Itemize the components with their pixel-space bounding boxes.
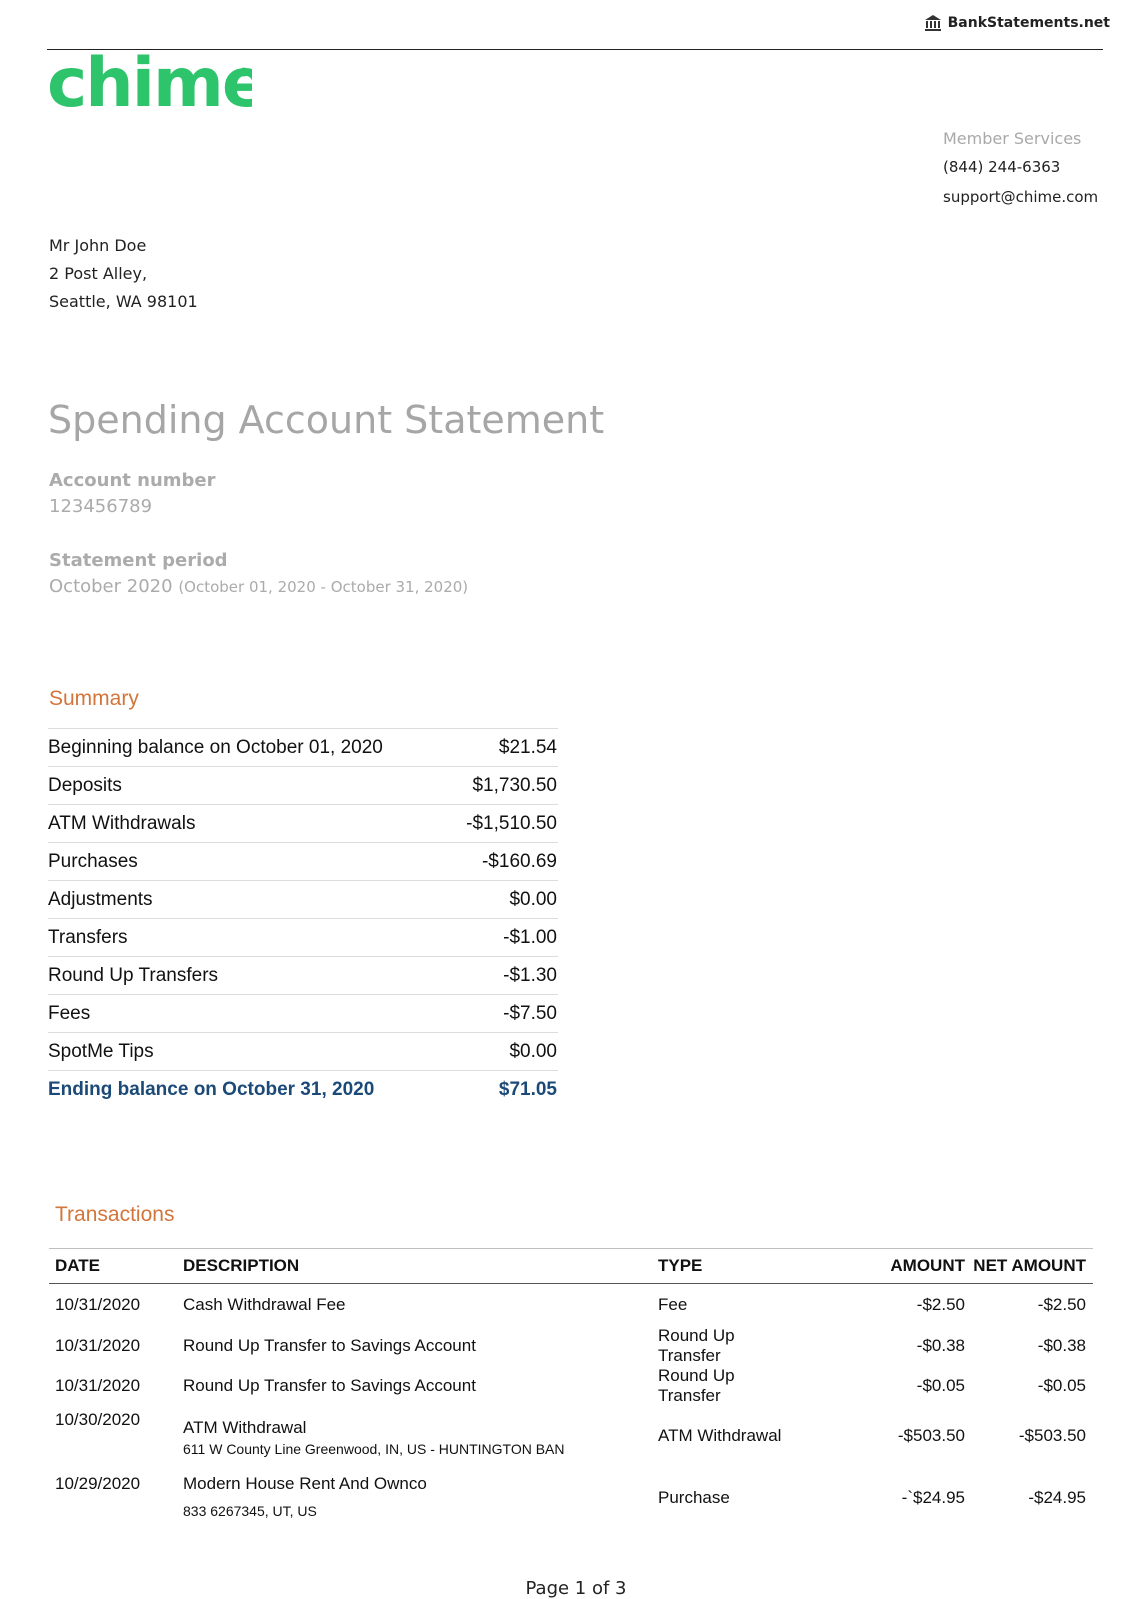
member-services-phone: (844) 244-6363: [943, 158, 1061, 176]
summary-label: Purchases: [48, 850, 138, 872]
col-amount: AMOUNT: [890, 1256, 965, 1275]
summary-row: [48, 1032, 558, 1070]
statement-period-label: Statement period: [49, 550, 228, 571]
summary-row: [48, 804, 558, 842]
tx-date: 10/31/2020: [55, 1336, 141, 1355]
col-description: DESCRIPTION: [183, 1256, 300, 1275]
watermark-text: BankStatements.net: [947, 15, 1110, 31]
ending-balance-label: Ending balance on October 31, 2020: [48, 1078, 375, 1100]
tx-type-line1: Round Up: [658, 1366, 735, 1385]
table-row: [49, 1366, 1093, 1406]
summary-row: [48, 880, 558, 918]
statement-period-range: (October 01, 2020 - October 31, 2020): [178, 578, 469, 596]
member-services-title: Member Services: [943, 129, 1082, 148]
tx-description: Cash Withdrawal Fee: [183, 1295, 346, 1314]
transactions-title: Transactions: [55, 1203, 175, 1226]
ending-balance-value: $71.05: [498, 1078, 557, 1100]
summary-value: $21.54: [498, 736, 557, 758]
summary-value: -$1.30: [503, 964, 557, 986]
summary-value: -$7.50: [503, 1002, 557, 1024]
tx-net-amount: -$2.50: [1037, 1295, 1086, 1314]
tx-description: Round Up Transfer to Savings Account: [183, 1376, 476, 1395]
summary-row: [48, 956, 558, 994]
tx-amount: -`$24.95: [901, 1488, 965, 1507]
summary-label: Round Up Transfers: [48, 964, 219, 986]
summary-label: Transfers: [48, 926, 128, 948]
tx-type-line2: Transfer: [658, 1346, 721, 1365]
summary-value: -$160.69: [481, 850, 557, 872]
header-rule: [47, 49, 1103, 50]
tx-type: [652, 1326, 822, 1366]
table-row: [49, 1406, 1093, 1462]
summary-label: Adjustments: [48, 888, 153, 910]
logo-wordmark: chime: [47, 52, 252, 114]
tx-net-amount: -$0.38: [1037, 1336, 1086, 1355]
tx-type-line1: Round Up: [658, 1326, 735, 1345]
summary-label: Beginning balance on October 01, 2020: [48, 736, 383, 758]
tx-description: [177, 1462, 652, 1524]
summary-label: SpotMe Tips: [48, 1040, 154, 1062]
ending-balance-row: [48, 1070, 558, 1108]
summary-value: -$1,510.50: [466, 812, 557, 834]
tx-type: Fee: [658, 1295, 688, 1314]
summary-row: [48, 766, 558, 804]
bank-icon: [924, 14, 942, 32]
tx-type: [652, 1366, 822, 1406]
customer-address-line2: Seattle, WA 98101: [49, 292, 198, 311]
summary-value: -$1.00: [503, 926, 557, 948]
customer-address-line1: 2 Post Alley,: [49, 264, 148, 283]
tx-date: 10/31/2020: [55, 1376, 141, 1395]
summary-title: Summary: [49, 687, 139, 710]
table-row: [49, 1326, 1093, 1366]
table-row: [49, 1462, 1093, 1524]
tx-amount: -$0.38: [916, 1336, 965, 1355]
statement-period: [49, 576, 468, 597]
transactions-table: [49, 1248, 1093, 1524]
customer-name: Mr John Doe: [49, 236, 147, 255]
tx-description-detail: 833 6267345, UT, US: [183, 1503, 317, 1519]
tx-amount: -$503.50: [897, 1426, 965, 1445]
tx-type-line2: Transfer: [658, 1386, 721, 1405]
summary-label: ATM Withdrawals: [48, 812, 196, 834]
tx-amount: -$0.05: [916, 1376, 965, 1395]
tx-description: [177, 1406, 652, 1462]
summary-label: Fees: [48, 1002, 91, 1024]
summary-value: $0.00: [509, 888, 557, 910]
summary-table: [48, 728, 558, 1108]
summary-row: [48, 994, 558, 1032]
member-services-email: support@chime.com: [943, 188, 1099, 206]
col-net-amount: NET AMOUNT: [973, 1256, 1086, 1275]
watermark: [924, 14, 1110, 32]
tx-amount: -$2.50: [916, 1295, 965, 1314]
statement-period-month: October 2020: [49, 576, 173, 597]
tx-type: ATM Withdrawal: [658, 1426, 782, 1445]
summary-row: [48, 918, 558, 956]
summary-value: $0.00: [509, 1040, 557, 1062]
tx-net-amount: -$24.95: [1028, 1488, 1086, 1507]
summary-row: [48, 842, 558, 880]
transactions-header: [49, 1248, 1093, 1284]
account-number-label: Account number: [49, 470, 216, 491]
tx-net-amount: -$503.50: [1018, 1426, 1086, 1445]
col-type: TYPE: [658, 1256, 703, 1275]
summary-row: [48, 728, 558, 766]
tx-date: 10/29/2020: [55, 1474, 141, 1493]
chime-logo: [47, 52, 252, 119]
page-number: Page 1 of 3: [525, 1578, 627, 1599]
tx-type: Purchase: [658, 1488, 730, 1507]
summary-label: Deposits: [48, 774, 122, 796]
tx-date: 10/31/2020: [55, 1295, 141, 1314]
tx-net-amount: -$0.05: [1037, 1376, 1086, 1395]
summary-value: $1,730.50: [472, 774, 557, 796]
col-date: DATE: [55, 1256, 101, 1275]
tx-date: 10/30/2020: [55, 1410, 141, 1429]
tx-description-title: Modern House Rent And Ownco: [183, 1474, 427, 1493]
table-row: [49, 1284, 1093, 1326]
account-number: 123456789: [49, 496, 153, 517]
tx-description-title: ATM Withdrawal: [183, 1418, 307, 1437]
tx-description-detail: 611 W County Line Greenwood, IN, US - HUNTINGTON BAN: [183, 1441, 565, 1457]
statement-title: Spending Account Statement: [48, 398, 605, 442]
tx-description: Round Up Transfer to Savings Account: [183, 1336, 476, 1355]
